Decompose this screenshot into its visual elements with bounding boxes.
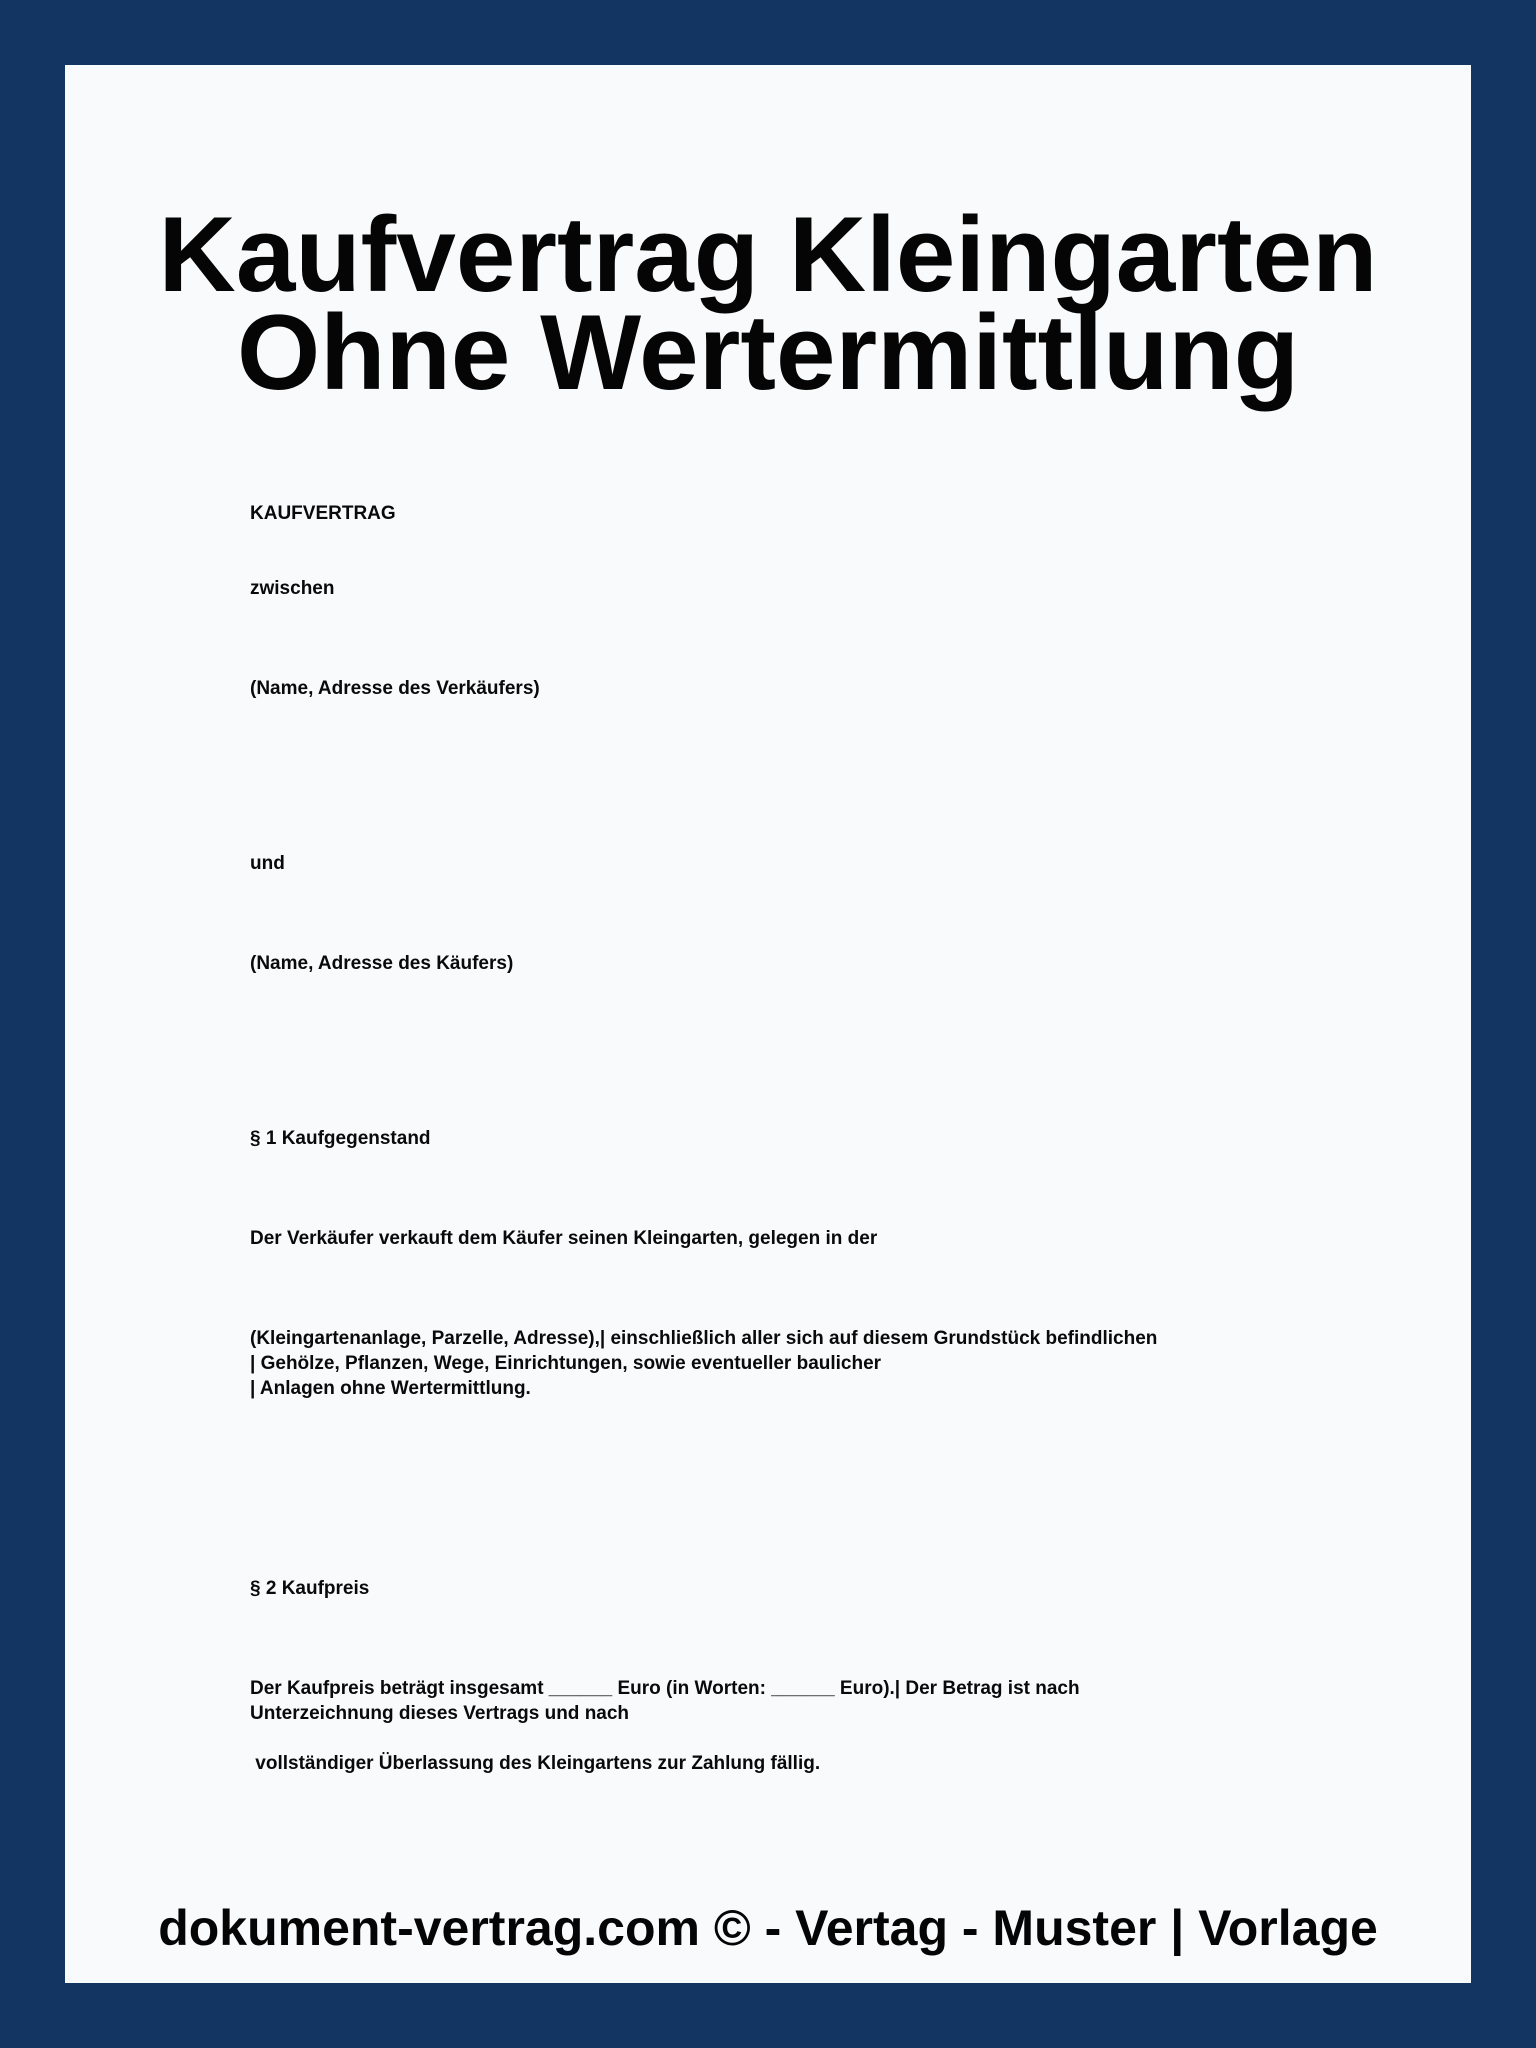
contract-heading: KAUFVERTRAG: [250, 503, 396, 524]
title-line-2: Ohne Wertermittlung: [236, 292, 1300, 412]
and-label: und: [250, 853, 285, 874]
between-label: zwischen: [250, 578, 335, 599]
seller-placeholder: (Name, Adresse des Verkäufers): [250, 678, 540, 699]
section-1-line-1: (Kleingartenanlage, Parzelle, Adresse),| einschließlich aller sich auf diesem Grundstück befindlichen: [250, 1328, 1158, 1349]
section-1-line-3: | Anlagen ohne Wertermittlung.: [250, 1378, 531, 1399]
section-1-intro: Der Verkäufer verkauft dem Käufer seinen Kleingarten, gelegen in der: [250, 1228, 878, 1249]
section-2-heading: § 2 Kaufpreis: [250, 1578, 370, 1599]
section-2-line-2: Unterzeichnung dieses Vertrags und nach: [250, 1703, 630, 1724]
section-2-line-1: Der Kaufpreis beträgt insgesamt ______ Euro (in Worten: ______ Euro).| Der Betrag ist nach: [250, 1678, 1080, 1699]
section-1-line-2: | Gehölze, Pflanzen, Wege, Einrichtungen, sowie eventueller baulicher: [250, 1353, 882, 1374]
section-1-heading: § 1 Kaufgegenstand: [250, 1128, 431, 1149]
document-page: [65, 65, 1471, 1983]
buyer-placeholder: (Name, Adresse des Käufers): [250, 953, 514, 974]
section-2-line-3: vollständiger Überlassung des Kleingartens zur Zahlung fällig.: [250, 1753, 821, 1774]
footer-watermark: dokument-vertrag.com © - Vertag - Muster | Vorlage: [158, 1900, 1378, 1956]
document-title: [65, 194, 1471, 412]
title-line-1: Kaufvertrag Kleingarten: [158, 194, 1378, 314]
